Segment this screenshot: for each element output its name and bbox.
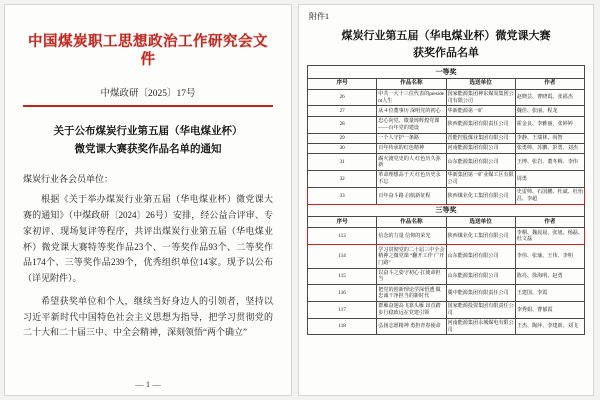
- table-header-row: [308, 217, 585, 228]
- cell-no: 114: [308, 245, 377, 268]
- header-unit: 选送单位: [446, 217, 515, 228]
- cell-unit: 河南能源集团永城煤电有限公司: [446, 318, 515, 335]
- award-list-table: [307, 65, 585, 335]
- cell-no: 115: [308, 268, 377, 285]
- cell-work-name: 以奋斗之姿守初心 扛使命担当: [377, 268, 446, 285]
- cell-no: 113: [308, 228, 377, 245]
- document-addressee: 煤炭行业各会员单位：: [23, 174, 114, 185]
- cell-author: 周勇: [515, 170, 584, 187]
- cell-work-name: 从４位董事历 深明党的初心: [377, 106, 446, 116]
- table-row: [308, 318, 585, 335]
- header-no: 序号: [308, 217, 377, 228]
- cell-unit: 冀中能源集团有限责任公司: [446, 285, 515, 302]
- cell-work-name: 群雁奋翅高飞靠头雁 昂首踏步行稳致远在党建引领: [377, 301, 446, 318]
- cell-work-name: 革命理想高于天 红色历史永不忘: [377, 170, 446, 187]
- table-row-highlighted: [308, 187, 585, 204]
- cell-no: 30: [308, 143, 377, 153]
- cell-work-name: 弘扬志愿精神 勇担青春使命: [377, 318, 446, 335]
- cell-no: 26: [308, 89, 377, 106]
- header-work-name: 作品名称: [377, 78, 446, 89]
- left-document-page: [4, 4, 292, 396]
- cell-work-name: 信念的力量 信仰的荣光: [377, 228, 446, 245]
- cell-unit: 华新集团第一矿业煤工区有限公司: [446, 170, 515, 187]
- cell-author: 李秀娟、曹郁霞: [515, 301, 584, 318]
- attachment-title-line2: 获奖作品名单: [413, 46, 479, 59]
- cell-unit: 山东能源集团有限公司: [446, 268, 515, 285]
- section-band-label: 三等奖: [308, 204, 585, 217]
- cell-no: 29: [308, 133, 377, 143]
- cell-work-name: 一个人守护一条路: [377, 133, 446, 143]
- table-row: [308, 268, 585, 285]
- cell-author: 史雷帅、石国鹏、杜斌、杜怡昌、李超: [515, 187, 584, 204]
- document-paragraph-1: 根据《关于举办煤炭行业第五届（华电煤业杯）微党课大赛的通知》（中煤政研〔2024〕26号）安排，经公益合评审、专家初评、现场复评等程序，共评出煤炭行业第五届（华电煤业杯）微党课大赛特等奖作品23个、一等奖作品93个、二等奖作品174个、三等奖作品239个，优秀组织单位14家。现予以公布（详见附件）。: [23, 194, 273, 284]
- document-heading-line1: 关于公布煤炭行业第五届（华电煤业杯）: [53, 125, 243, 137]
- table-row: [308, 245, 585, 268]
- attachment-label: 附件1: [309, 12, 329, 21]
- cell-author: 霍金良、李雅丽、张婷婷: [515, 116, 584, 133]
- cell-no: 31: [308, 154, 377, 171]
- document-paragraph-2: 希望获奖单位和个人，继续当好身边人的引领者，坚持以习近平新时代中国特色社会主义思想为指导，把学习贯彻党的二十大和二十届三中、中全会精神，深刻领悟“两个确立”: [23, 295, 273, 338]
- cell-author: 李静、王瑞林、尚智: [515, 133, 584, 143]
- cell-unit: 陕西煤业化工集团有限公司: [446, 187, 515, 204]
- header-author: 作者: [515, 78, 584, 89]
- cell-author: 王建国、李霞: [515, 285, 584, 302]
- header-work-name: 作品名称: [377, 217, 446, 228]
- attachment-title-line1: 煤炭行业第五届（华电煤业杯）微党课大赛: [341, 30, 551, 42]
- cell-unit: 华新能源第一矿: [446, 106, 515, 116]
- cell-unit: 国家能源投资集团有限责任公司: [446, 301, 515, 318]
- table-row: [308, 301, 585, 318]
- cell-no: 116: [308, 285, 377, 302]
- cell-unit: 河南能源集团有限公司: [446, 143, 515, 153]
- cell-unit: 陕西能源集团有限责任公司: [446, 116, 515, 133]
- table-row: [308, 143, 585, 153]
- cell-work-name: 中共一大十三位代表的president人生: [377, 89, 446, 106]
- document-heading-line2: 微党课大赛获奖作品名单的通知: [74, 143, 222, 155]
- header-author: 作者: [515, 217, 584, 228]
- cell-work-name: 忠心向党、微量铸辉煌党课——百年党的建设: [377, 116, 446, 133]
- right-document-page: [298, 4, 594, 396]
- section-band-row: [308, 204, 585, 217]
- table-row: [308, 116, 585, 133]
- cell-work-name: 把党的创新理论学深悟透 做忠诚干净担当的新时代: [377, 285, 446, 302]
- red-horizontal-rule: [23, 105, 273, 107]
- page-number: — 1 —: [135, 379, 161, 389]
- award-table-body: [308, 66, 585, 335]
- cell-author: 赵晓芸、曹晓霞、张福杰: [515, 89, 584, 106]
- table-row: [308, 133, 585, 143]
- table-row-highlighted: [308, 228, 585, 245]
- cell-author: 陈亮、徐海明、赵勇: [515, 268, 584, 285]
- cell-author: 张勇帅、苏鹏、彭勇、刘杰: [515, 143, 584, 153]
- cell-work-name: 百年奋斗路 启航新征程: [377, 187, 446, 204]
- cell-no: 33: [308, 187, 377, 204]
- document-number: 中煤政研〔2025〕17号: [100, 89, 196, 100]
- header-no: 序号: [308, 78, 377, 89]
- cell-author: 魏佳、张丽、程龙: [515, 106, 584, 116]
- table-row: [308, 154, 585, 171]
- table-header-row: [308, 78, 585, 89]
- cell-no: 27: [308, 106, 377, 116]
- table-row: [308, 170, 585, 187]
- section-band-row: [308, 66, 585, 79]
- cell-no: 118: [308, 318, 377, 335]
- cell-no: 28: [308, 116, 377, 133]
- cell-unit: 国家能源集团神东煤炭集团公司有限公司: [446, 89, 515, 106]
- cell-no: 32: [308, 170, 377, 187]
- cell-unit: 陕西煤业化工集团有限公司: [446, 228, 515, 245]
- red-letterhead-title: 中国煤炭职工思想政治工作研究会文件: [28, 34, 268, 69]
- cell-unit: 山东能源集团有限公司: [446, 154, 515, 171]
- cell-author: 李桐、魏晨晨、张旭、杨磊、杜文磊: [515, 228, 584, 245]
- cell-unit: 晋能控股煤业集团有限公司: [446, 133, 515, 143]
- cell-author: 王博、张岩、董冬梅、李伟: [515, 154, 584, 171]
- cell-author: 王杰、陶萍、李建新、刘飞: [515, 318, 584, 335]
- cell-work-name: 踢火渡党史的人 红色历久弥新: [377, 154, 446, 171]
- cell-author: 李伟、张瑜、王伟、李明: [515, 245, 584, 268]
- cell-no: 117: [308, 301, 377, 318]
- cell-work-name: 百年传承的红色精神: [377, 143, 446, 153]
- section-band-label: 一等奖: [308, 66, 585, 79]
- cell-unit: 山东能源集团有限公司: [446, 245, 515, 268]
- table-row: [308, 89, 585, 106]
- cell-work-name: 学习贯彻党的二十届三中全会精神之微党课 “翻开工作 广开门路”: [377, 245, 446, 268]
- header-unit: 选送单位: [446, 78, 515, 89]
- table-row: [308, 285, 585, 302]
- table-row: [308, 106, 585, 116]
